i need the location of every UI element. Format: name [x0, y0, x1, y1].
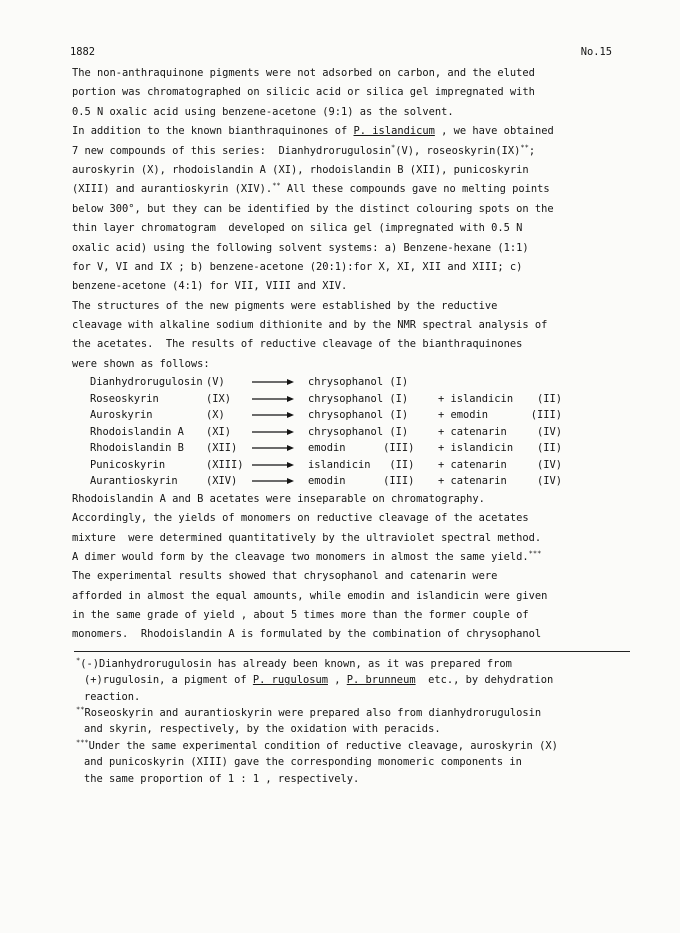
footnote-line: [76, 738, 628, 754]
text-span: ,: [327, 674, 347, 687]
text-span: (XIII) and aurantioskyrin (XIV).: [72, 183, 273, 196]
footnote-line: the same proportion of 1 : 1 , respectively.: [84, 772, 360, 785]
text-line: Rhodoislandin A and B acetates were inseparable on chromatography.: [72, 492, 485, 505]
product-secondary-numeral: (IV): [536, 425, 562, 438]
arrow-icon: [250, 477, 296, 485]
product-secondary: + catenarin: [438, 425, 507, 438]
product-primary: chrysophanol (I): [308, 392, 409, 405]
footnote-marker: ***: [76, 738, 89, 747]
compound-numeral: (XI): [206, 425, 232, 438]
text-span: etc., by dehydration: [415, 674, 554, 687]
compound-name: Dianhydrorugulosin: [90, 376, 203, 389]
product-primary: chrysophanol (I): [308, 409, 409, 422]
cleavage-row: [90, 391, 628, 408]
text-line: The structures of the new pigments were established by the reductive: [72, 299, 498, 312]
arrow-icon: [250, 428, 296, 436]
product-primary: islandicin (II): [308, 458, 415, 471]
text-line: [72, 548, 628, 567]
text-line: portion was chromatographed on silicic acid or silica gel impregnated with: [72, 86, 535, 99]
product-secondary-numeral: (II): [536, 392, 562, 405]
cleavage-row: [90, 424, 628, 441]
compound-name: Aurantioskyrin: [90, 475, 178, 488]
product-secondary: + catenarin: [438, 458, 507, 471]
product-primary: chrysophanol (I): [308, 425, 409, 438]
arrow-icon: [250, 461, 296, 469]
text-span: All these compounds gave no melting points: [280, 183, 550, 196]
cleavage-row: [90, 457, 628, 474]
text-line: were shown as follows:: [72, 357, 210, 370]
text-line: thin layer chromatogram developed on silica gel (impregnated with 0.5 N: [72, 222, 523, 235]
compound-numeral: (XIV): [206, 475, 238, 488]
compound-numeral: (XIII): [206, 458, 244, 471]
text-line: The experimental results showed that chrysophanol and catenarin were: [72, 570, 498, 583]
text-span: ;: [528, 144, 536, 157]
text-line: [72, 180, 628, 199]
text-line: for V, VI and IX ; b) benzene-acetone (20:1):for X, XI, XII and XIII; c): [72, 260, 523, 273]
text-span: A dimer would form by the cleavage two monomers in almost the same yield.: [72, 550, 529, 563]
compound-name: Punicoskyrin: [90, 458, 166, 471]
text-span: (-)Dianhydrorugulosin has already been known, as it was prepared from: [80, 657, 512, 670]
cleavage-results-table: [90, 374, 628, 490]
text-line: afforded in almost the equal amounts, while emodin and islandicin were given: [72, 589, 548, 602]
text-span: Under the same experimental condition of reductive cleavage, auroskyrin (X): [88, 739, 558, 752]
cleavage-row: [90, 440, 628, 457]
compound-name: Rhodoislandin B: [90, 442, 184, 455]
compound-numeral: (V): [206, 376, 225, 389]
arrow-icon: [250, 395, 296, 403]
footnotes: [76, 656, 628, 787]
text-span: (+)rugulosin, a pigment of: [84, 674, 253, 687]
product-primary: emodin (III): [308, 442, 415, 455]
text-line: oxalic acid) using the following solvent systems: a) Benzene-hexane (1:1): [72, 241, 529, 254]
arrow-icon: [250, 444, 296, 452]
compound-name: Rhodoislandin A: [90, 425, 184, 438]
text-span: (V), roseoskyrin(IX): [395, 144, 521, 157]
text-line: auroskyrin (X), rhodoislandin A (XI), rhodoislandin B (XII), punicoskyrin: [72, 163, 529, 176]
footnote-marker: ***: [528, 549, 542, 558]
product-primary: emodin (III): [308, 475, 415, 488]
text-span: In addition to the known bianthraquinones of: [72, 125, 348, 138]
footnote-marker: *: [391, 143, 396, 152]
footnote-marker: **: [272, 181, 281, 190]
footnote-line: [76, 656, 628, 672]
cleavage-row: [90, 374, 628, 391]
arrow-icon: [250, 378, 296, 386]
product-secondary-numeral: (II): [536, 442, 562, 455]
page-number: 1882: [70, 46, 96, 58]
footnote-line: [76, 672, 628, 688]
compound-numeral: (XII): [206, 442, 238, 455]
footnote-line: and punicoskyrin (XIII) gave the corresponding monomeric components in: [84, 756, 522, 769]
product-secondary: + catenarin: [438, 475, 507, 488]
cleavage-row: [90, 407, 628, 424]
compound-numeral: (IX): [206, 392, 232, 405]
text-line: in the same grade of yield , about 5 times more than the former couple of: [72, 609, 529, 622]
product-secondary: + islandicin: [438, 392, 514, 405]
footnote-divider: [74, 651, 630, 652]
text-span: Roseoskyrin and aurantioskyrin were prepared also from dianhydrorugulosin: [84, 707, 542, 720]
species-name: P. rugulosum: [252, 674, 328, 687]
text-line: [72, 122, 628, 141]
article-body: [72, 64, 628, 787]
footnote-marker: **: [76, 705, 85, 714]
product-secondary-numeral: (III): [530, 409, 562, 422]
text-span: 7 new compounds of this series: Dianhydrorugulosin: [72, 144, 392, 157]
compound-numeral: (X): [206, 409, 225, 422]
product-secondary-numeral: (IV): [536, 458, 562, 471]
product-secondary: + islandicin: [438, 442, 514, 455]
compound-name: Auroskyrin: [90, 409, 153, 422]
compound-name: Roseoskyrin: [90, 392, 159, 405]
species-name: P. brunneum: [346, 674, 416, 687]
footnote-marker: **: [520, 143, 529, 152]
text-line: benzene-acetone (4:1) for VII, VIII and XIV.: [72, 280, 348, 293]
product-primary: chrysophanol (I): [308, 376, 409, 389]
text-line: Accordingly, the yields of monomers on reductive cleavage of the acetates: [72, 512, 529, 525]
text-line: the acetates. The results of reductive cleavage of the bianthraquinones: [72, 338, 523, 351]
text-line: [72, 142, 628, 161]
footnote-line: and skyrin, respectively, by the oxidation with peracids.: [84, 723, 441, 736]
product-secondary: + emodin: [438, 409, 489, 422]
text-line: below 300°, but they can be identified by the distinct colouring spots on the: [72, 202, 554, 215]
text-line: The non-anthraquinone pigments were not adsorbed on carbon, and the eluted: [72, 67, 535, 79]
cleavage-row: [90, 473, 628, 490]
footnote-line: reaction.: [84, 690, 141, 703]
product-secondary-numeral: (IV): [536, 475, 562, 488]
arrow-icon: [250, 411, 296, 419]
text-line: 0.5 N oxalic acid using benzene-acetone (9:1) as the solvent.: [72, 105, 454, 118]
text-line: mixture were determined quantitatively by the ultraviolet spectral method.: [72, 531, 542, 544]
footnote-marker: *: [76, 656, 81, 665]
species-name: P. islandicum: [353, 125, 435, 138]
text-line: monomers. Rhodoislandin A is formulated by the combination of chrysophanol: [72, 628, 542, 641]
text-line: cleavage with alkaline sodium dithionite and by the NMR spectral analysis of: [72, 319, 548, 332]
footnote-line: [76, 705, 628, 721]
text-span: , we have obtained: [441, 125, 554, 138]
issue-number: No.15: [580, 46, 612, 58]
